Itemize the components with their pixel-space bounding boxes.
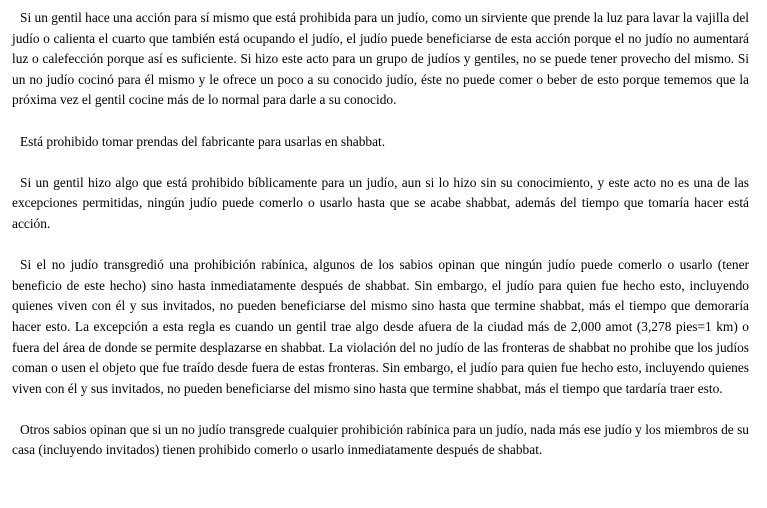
- document-body: [12, 8, 749, 461]
- paragraph-spacer: [12, 399, 749, 420]
- paragraph-spacer: [12, 111, 749, 132]
- paragraph-spacer: [12, 235, 749, 256]
- paragraph-2: Está prohibido tomar prendas del fabricante para usarlas en shabbat.: [20, 133, 386, 149]
- paragraph-4: Si el no judío transgredió una prohibición rabínica, algunos de los sabios opinan que ningún judío puede comerlo o usarlo (tener beneficio de este hecho) sino hasta inmediatamente después de shabbat. Sin embargo, el judío para quien fue hecho esto, incluyendo quienes viven con él y sus invitados, no pueden beneficiarse del mismo sino hasta que termine shabbat, más el tiempo que demoraría hacer esto. La excepción a esta regla es cuando un gentil trae algo desde afuera de la ciudad más de 2,000 amot (3,278 pies=1 km) o fuera del área de donde se permite desplazarse en shabbat. La violación del no judío de las fronteras de shabbat no prohibe que los judíos coman o usen el objeto que fue traído desde fuera de estas fronteras. Sin embargo, el judío para quien fue hecho esto, incluyendo quienes viven con él y sus invitados, no pueden beneficiarse del mismo sino hasta que termine shabbat, más el tiempo que tardaría traer esto.: [12, 257, 749, 396]
- paragraph-spacer: [12, 152, 749, 173]
- paragraph-3: Si un gentil hizo algo que está prohibido bíblicamente para un judío, aun si lo hizo sin su conocimiento, y este acto no es una de las excepciones permitidas, ningún judío puede comerlo o usarlo hasta que se acabe shabbat, además del tiempo que tomaría hacer está acción.: [12, 174, 749, 231]
- paragraph-1: Si un gentil hace una acción para sí mismo que está prohibida para un judío, como un sirviente que prende la luz para lavar la vajilla del judío o calienta el cuarto que también está ocupando el judío, el judío puede beneficiarse de esta acción porque el no judío no aumentará luz o calefección porque así es suficiente. Si hizo este acto para un grupo de judíos y gentiles, no se puede tener provecho del mismo. Si un no judío cocinó para él mismo y le ofrece un poco a su conocido judío, éste no puede comer o beber de esto porque tememos que la próxima vez el gentil cocine más de lo normal para darle a su conocido.: [12, 10, 749, 108]
- paragraph-5: Otros sabios opinan que si un no judío transgrede cualquier prohibición rabínica para un judío, nada más ese judío y los miembros de su casa (incluyendo invitados) tienen prohibido comerlo o usarlo inmediatamente después de shabbat.: [12, 421, 749, 458]
